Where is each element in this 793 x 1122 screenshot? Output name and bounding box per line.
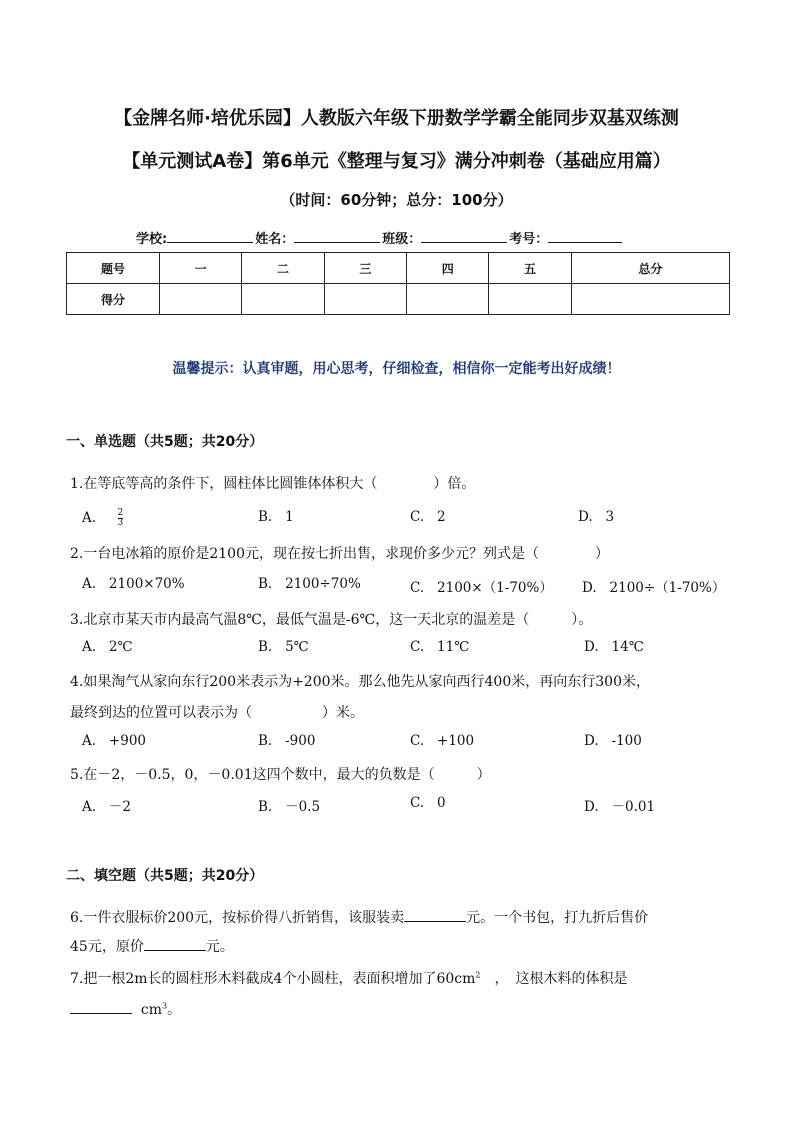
table-cell: 题号 [67,253,160,284]
superscript: 3 [162,1001,168,1011]
option-value: +100 [437,733,475,749]
option-value: －2 [108,799,132,815]
answer-blank[interactable] [144,938,206,951]
option-5b[interactable] [258,795,320,815]
table-cell: 二 [242,253,324,284]
question-7-cont [70,999,181,1019]
option-3c[interactable] [410,639,469,655]
name-blank[interactable] [294,229,380,243]
option-value: -900 [285,733,316,749]
question-1: 1.在等底等高的条件下，圆柱体比圆锥体体积大（ ）倍。 [70,476,476,492]
option-label: C. [410,580,425,596]
document-subtitle: 【单元测试A卷】第6单元《整理与复习》满分冲刺卷（基础应用篇） [122,151,671,172]
tip-text: 温馨提示：认真审题，用心思考，仔细检查，相信你一定能考出好成绩！ [172,361,621,377]
answer-blank[interactable] [404,909,466,922]
option-5a[interactable] [82,795,131,815]
superscript: 2 [475,970,481,980]
option-label: D. [584,733,599,749]
option-value: 2100÷（1-70%） [609,580,726,596]
score-cell[interactable] [489,284,571,315]
option-value: 2100÷70% [285,576,361,592]
option-value: 1 [285,509,294,525]
option-5d[interactable] [584,795,655,815]
option-value: －0.5 [285,799,321,815]
option-value: 3 [605,509,615,525]
option-label: D. [578,509,593,525]
option-2b[interactable] [258,576,361,592]
question-2: 2.一台电冰箱的原价是2100元，现在按七折出售，求现价多少元？列式是（ ） [70,546,609,562]
student-info-line [136,228,624,247]
option-3a[interactable] [82,639,133,655]
option-label: C. [410,795,425,811]
q6-text: 元。一个书包，打九折后售价 [466,910,649,926]
option-label: D. [582,580,597,596]
option-2a[interactable] [82,576,185,592]
option-5c[interactable] [410,795,446,811]
option-value: +900 [108,733,147,749]
denominator: 3 [117,518,124,528]
option-label: D. [584,799,599,815]
time-info: （时间：60分钟；总分：100分） [280,191,513,209]
option-label: A. [82,639,97,655]
school-blank[interactable] [167,229,253,243]
option-value: 0 [437,795,446,811]
table-header-row [67,253,730,284]
table-cell: 得分 [67,284,160,315]
q6-text: 元。 [205,939,234,955]
q7-text: 7.把一根2m长的圆柱形木料截成4个小圆柱，表面积增加了60cm [70,971,476,987]
option-label: B. [258,799,273,815]
score-cell[interactable] [407,284,489,315]
table-cell: 总分 [571,253,729,284]
class-blank[interactable] [421,229,507,243]
option-value: 11℃ [437,639,470,655]
option-4c[interactable] [410,733,474,749]
name-label: 姓名： [255,232,295,247]
option-label: C. [410,733,425,749]
option-value: -100 [611,733,642,749]
option-value: 5℃ [285,639,309,655]
table-score-row [67,284,730,315]
option-4a[interactable] [82,733,146,749]
option-label: C. [410,639,425,655]
option-value: 14℃ [611,639,644,655]
option-4b[interactable] [258,733,315,749]
score-table [66,252,730,315]
option-value: 2100×70% [108,576,185,592]
option-label: B. [258,639,273,655]
option-value: 2100×（1-70%） [437,580,553,596]
option-label: A. [82,510,97,526]
option-label: D. [584,639,599,655]
option-value: 2 [437,509,446,525]
table-cell: 三 [324,253,406,284]
question-6 [70,907,648,927]
q7-text: ， 这根木料的体积是 [480,971,628,987]
option-1a[interactable] [82,509,123,528]
school-label: 学校: [136,232,168,247]
option-3b[interactable] [258,639,309,655]
question-5: 5.在－2，－0.5，0，－0.01这四个数中，最大的负数是（ ） [70,767,491,783]
question-6-cont [70,936,234,956]
document-title: 【金牌名师·培优乐园】人教版六年级下册数学学霸全能同步双基双练测 [114,108,679,129]
option-value: 2℃ [108,639,133,655]
table-cell: 五 [489,253,571,284]
score-cell[interactable] [571,284,729,315]
score-cell[interactable] [324,284,406,315]
table-cell: 四 [407,253,489,284]
question-4: 4.如果淘气从家向东行200米表示为+200米。那么他先从家向西行400米，再向东行300米， [70,674,650,690]
section2-heading: 二、填空题（共5题；共20分） [66,868,264,884]
numerator: 2 [117,508,124,518]
score-cell[interactable] [242,284,324,315]
q6-text: 45元，原价 [70,939,144,955]
class-label: 班级： [382,232,422,247]
option-label: C. [410,509,425,525]
question-3: 3.北京市某天市内最高气温8℃，最低气温是-6℃，这一天北京的温差是（ ）。 [70,612,593,628]
q7-text: cm [140,1002,163,1018]
option-4d[interactable] [584,733,642,749]
option-label: B. [258,733,273,749]
option-2c[interactable] [410,576,553,596]
option-2d[interactable] [582,576,725,596]
option-1c[interactable] [410,509,446,525]
option-label: B. [258,576,273,592]
exam-no-label: 考号： [509,232,549,247]
exam-no-blank[interactable] [548,229,622,243]
question-7 [70,968,627,988]
score-cell[interactable] [160,284,242,315]
option-label: B. [258,509,273,525]
option-1b[interactable] [258,509,294,525]
fraction [118,509,124,528]
question-4-cont: 最终到达的位置可以表示为（ ）米。 [70,705,364,721]
q7-text: 。 [167,1002,182,1018]
q6-text: 6.一件衣服标价200元，按标价得八折销售，该服装卖 [70,910,405,926]
option-3d[interactable] [584,639,644,655]
option-label: A. [82,799,97,815]
table-cell: 一 [160,253,242,284]
option-label: A. [82,733,97,749]
section1-heading: 一、单选题（共5题；共20分） [66,434,264,450]
option-1d[interactable] [578,509,614,525]
option-label: A. [82,576,97,592]
option-value: －0.01 [611,799,656,815]
answer-blank[interactable] [70,1001,132,1014]
